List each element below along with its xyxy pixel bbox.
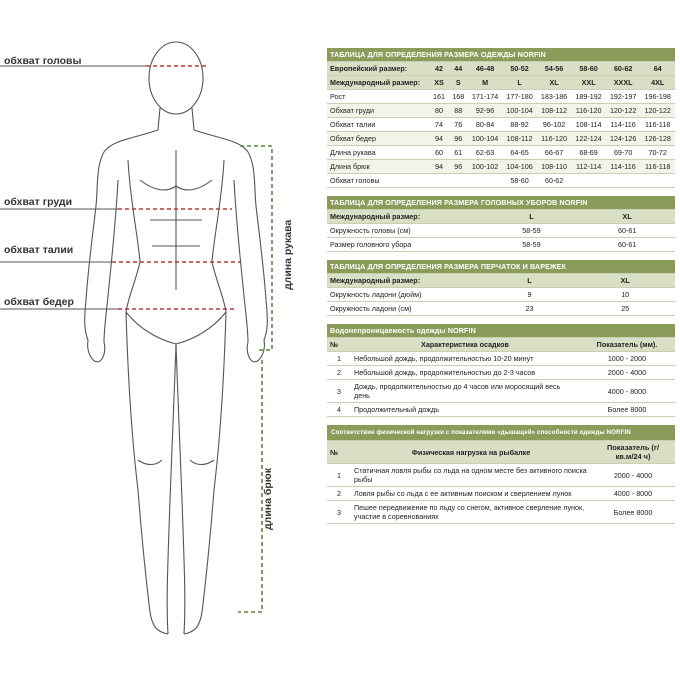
gloves-table-title: ТАБЛИЦА ДЛЯ ОПРЕДЕЛЕНИЯ РАЗМЕРА ПЕРЧАТОК И ВАРЕЖЕК bbox=[327, 260, 675, 274]
table-cell: 108-112 bbox=[537, 104, 572, 118]
table-row bbox=[327, 104, 675, 118]
table-cell: 100-104 bbox=[468, 132, 503, 146]
waterproof-table-title: Водонепроницаемость одежды NORFIN bbox=[327, 324, 675, 338]
row-description: Дождь, продолжительностью до 4 часов или моросящий весь день bbox=[351, 380, 579, 403]
table-cell: 100-102 bbox=[468, 160, 503, 174]
row-description: Статичная ловля рыбы со льда на одном месте без активного поиска рыбы bbox=[351, 464, 591, 487]
table-cell: 58-59 bbox=[484, 238, 580, 252]
waterproof-table bbox=[327, 324, 675, 417]
row-label: Окружность ладони (дюйм) bbox=[327, 288, 484, 302]
table-cell: 92-96 bbox=[468, 104, 503, 118]
table-row bbox=[327, 302, 675, 316]
headwear-size-table bbox=[327, 196, 675, 252]
table-cell: 94 bbox=[429, 160, 448, 174]
label-sleeve-length: длина рукава bbox=[282, 219, 294, 290]
table-cell: 60-62 bbox=[537, 174, 572, 188]
table-cell: 58-59 bbox=[484, 224, 580, 238]
table-row bbox=[327, 160, 675, 174]
table-cell: 88 bbox=[449, 104, 468, 118]
row-number: 2 bbox=[327, 487, 351, 501]
eu-size: 54-56 bbox=[537, 62, 572, 76]
row-label: Длина рукава bbox=[327, 146, 429, 160]
table-cell: 116-120 bbox=[571, 104, 606, 118]
table-cell: 68-69 bbox=[571, 146, 606, 160]
headwear-intl-label: Международный размер: bbox=[327, 210, 484, 224]
table-row bbox=[327, 174, 675, 188]
table-cell: 64-65 bbox=[502, 146, 537, 160]
row-value: Более 8000 bbox=[579, 403, 675, 417]
row-description: Небольшой дождь, продолжительностью 10-20 минут bbox=[351, 352, 579, 366]
table-row bbox=[327, 501, 675, 524]
waterproof-col-value: Показатель (мм). bbox=[579, 338, 675, 352]
intl-size: XXL bbox=[571, 76, 606, 90]
label-waist-circumference: обхват талии bbox=[4, 244, 74, 256]
table-cell: 100-104 bbox=[502, 104, 537, 118]
table-cell: 76 bbox=[449, 118, 468, 132]
intl-size: S bbox=[449, 76, 468, 90]
waterproof-col-desc: Характеристика осадков bbox=[351, 338, 579, 352]
table-cell: 122-124 bbox=[571, 132, 606, 146]
row-description: Продолжительный дождь bbox=[351, 403, 579, 417]
eu-size-label: Европейский размер: bbox=[327, 62, 429, 76]
table-row bbox=[327, 366, 675, 380]
row-description: Ловля рыбы со льда с ее активным поиском и сверлением лунок bbox=[351, 487, 591, 501]
table-cell: 60-61 bbox=[579, 238, 675, 252]
row-number: 1 bbox=[327, 464, 351, 487]
table-cell: 108-112 bbox=[502, 132, 537, 146]
table-cell: 96 bbox=[449, 132, 468, 146]
table-cell: 88-92 bbox=[502, 118, 537, 132]
row-number: 4 bbox=[327, 403, 351, 417]
table-cell: 96-102 bbox=[537, 118, 572, 132]
gloves-size-table bbox=[327, 260, 675, 316]
table-cell: 69-70 bbox=[606, 146, 641, 160]
table-cell: 183-186 bbox=[537, 90, 572, 104]
label-trouser-length: длина брюк bbox=[262, 467, 274, 530]
table-cell: 61 bbox=[449, 146, 468, 160]
table-row bbox=[327, 238, 675, 252]
breathability-col-num: № bbox=[327, 441, 351, 464]
table-cell: 10 bbox=[575, 288, 675, 302]
breathability-table-title: Соответствие физической нагрузки с показателями «дышащей» способности одежды NORFIN bbox=[327, 425, 675, 441]
table-row bbox=[327, 224, 675, 238]
row-description: Небольшой дождь, продолжительностью до 2-3 часов bbox=[351, 366, 579, 380]
table-cell: 66-67 bbox=[537, 146, 572, 160]
table-row bbox=[327, 132, 675, 146]
table-cell: 96 bbox=[449, 160, 468, 174]
row-label: Длина брюк bbox=[327, 160, 429, 174]
breathability-table bbox=[327, 425, 675, 524]
table-cell bbox=[606, 174, 641, 188]
eu-size: 46-48 bbox=[468, 62, 503, 76]
row-value: Более 8000 bbox=[591, 501, 675, 524]
table-cell: 112-114 bbox=[571, 160, 606, 174]
row-number: 2 bbox=[327, 366, 351, 380]
table-cell: 23 bbox=[484, 302, 576, 316]
table-cell: 108-110 bbox=[537, 160, 572, 174]
breathability-col-value: Показатель (г/кв.м/24 ч) bbox=[591, 441, 675, 464]
breathability-col-desc: Физическая нагрузка на рыбалке bbox=[351, 441, 591, 464]
intl-size: M bbox=[468, 76, 503, 90]
row-label: Обхват головы bbox=[327, 174, 429, 188]
table-row bbox=[327, 464, 675, 487]
row-number: 3 bbox=[327, 380, 351, 403]
eu-size: 42 bbox=[429, 62, 448, 76]
table-cell: 9 bbox=[484, 288, 576, 302]
table-cell: 60 bbox=[429, 146, 448, 160]
table-row bbox=[327, 118, 675, 132]
row-number: 3 bbox=[327, 501, 351, 524]
intl-size: XS bbox=[429, 76, 448, 90]
table-cell: 126-128 bbox=[640, 132, 675, 146]
gloves-size: L bbox=[484, 274, 576, 288]
table-cell: 114-116 bbox=[606, 118, 641, 132]
eu-size: 50-52 bbox=[502, 62, 537, 76]
eu-size: 60-62 bbox=[606, 62, 641, 76]
intl-size-label: Международный размер: bbox=[327, 76, 429, 90]
label-chest-circumference: обхват груди bbox=[4, 196, 73, 208]
table-cell: 189-192 bbox=[571, 90, 606, 104]
body-figure bbox=[0, 0, 320, 680]
table-cell: 114-116 bbox=[606, 160, 641, 174]
row-value: 2000 - 4000 bbox=[579, 366, 675, 380]
table-cell: 168 bbox=[449, 90, 468, 104]
size-tables bbox=[327, 48, 675, 532]
row-label: Окружность головы (см) bbox=[327, 224, 484, 238]
eu-size: 44 bbox=[449, 62, 468, 76]
table-cell bbox=[640, 174, 675, 188]
table-cell: 74 bbox=[429, 118, 448, 132]
row-description: Пешее передвижение по льду со снегом, активное сверление лунок, участие в соревнованиях bbox=[351, 501, 591, 524]
table-cell: 120-122 bbox=[640, 104, 675, 118]
human-figure-illustration bbox=[0, 0, 320, 680]
intl-size: L bbox=[502, 76, 537, 90]
table-cell: 177-180 bbox=[502, 90, 537, 104]
row-label: Окружность ладони (см) bbox=[327, 302, 484, 316]
table-cell: 161 bbox=[429, 90, 448, 104]
row-label: Обхват талии bbox=[327, 118, 429, 132]
intl-size: 4XL bbox=[640, 76, 675, 90]
table-cell: 60-61 bbox=[579, 224, 675, 238]
row-value: 4000 - 8000 bbox=[591, 487, 675, 501]
table-cell bbox=[468, 174, 503, 188]
clothing-table-title: ТАБЛИЦА ДЛЯ ОПРЕДЕЛЕНИЯ РАЗМЕРА ОДЕЖДЫ NORFIN bbox=[327, 48, 675, 62]
clothing-size-table bbox=[327, 48, 675, 188]
table-cell bbox=[429, 174, 448, 188]
label-hip-circumference: обхват бедер bbox=[4, 296, 74, 308]
table-row bbox=[327, 352, 675, 366]
row-label: Обхват бедер bbox=[327, 132, 429, 146]
row-label: Рост bbox=[327, 90, 429, 104]
table-cell: 94 bbox=[429, 132, 448, 146]
table-cell: 116-120 bbox=[537, 132, 572, 146]
row-label: Размер головного убора bbox=[327, 238, 484, 252]
table-row bbox=[327, 146, 675, 160]
table-cell: 62-63 bbox=[468, 146, 503, 160]
headwear-table-title: ТАБЛИЦА ДЛЯ ОПРЕДЕЛЕНИЯ РАЗМЕРА ГОЛОВНЫХ УБОРОВ NORFIN bbox=[327, 196, 675, 210]
row-label: Обхват груди bbox=[327, 104, 429, 118]
table-cell: 171-174 bbox=[468, 90, 503, 104]
eu-size: 58-60 bbox=[571, 62, 606, 76]
table-cell: 80 bbox=[429, 104, 448, 118]
table-row bbox=[327, 380, 675, 403]
table-cell bbox=[449, 174, 468, 188]
table-row bbox=[327, 90, 675, 104]
table-cell: 108-114 bbox=[571, 118, 606, 132]
label-head-circumference: обхват головы bbox=[4, 55, 82, 67]
table-cell: 58-60 bbox=[502, 174, 537, 188]
row-value: 4000 - 8000 bbox=[579, 380, 675, 403]
intl-size: XL bbox=[537, 76, 572, 90]
headwear-size: XL bbox=[579, 210, 675, 224]
row-value: 2000 - 4000 bbox=[591, 464, 675, 487]
eu-size: 64 bbox=[640, 62, 675, 76]
row-value: 1000 - 2000 bbox=[579, 352, 675, 366]
intl-size: XXXL bbox=[606, 76, 641, 90]
gloves-intl-label: Международный размер: bbox=[327, 274, 484, 288]
table-cell: 192-197 bbox=[606, 90, 641, 104]
table-cell: 120-122 bbox=[606, 104, 641, 118]
headwear-size: L bbox=[484, 210, 580, 224]
table-cell: 70-72 bbox=[640, 146, 675, 160]
table-cell: 25 bbox=[575, 302, 675, 316]
table-row bbox=[327, 288, 675, 302]
waterproof-col-num: № bbox=[327, 338, 351, 352]
table-cell: 116-118 bbox=[640, 118, 675, 132]
table-cell: 104-106 bbox=[502, 160, 537, 174]
table-cell: 80-84 bbox=[468, 118, 503, 132]
table-row bbox=[327, 487, 675, 501]
table-row bbox=[327, 403, 675, 417]
table-cell bbox=[571, 174, 606, 188]
table-cell: 116-118 bbox=[640, 160, 675, 174]
row-number: 1 bbox=[327, 352, 351, 366]
table-cell: 196-198 bbox=[640, 90, 675, 104]
gloves-size: XL bbox=[575, 274, 675, 288]
table-cell: 124-126 bbox=[606, 132, 641, 146]
